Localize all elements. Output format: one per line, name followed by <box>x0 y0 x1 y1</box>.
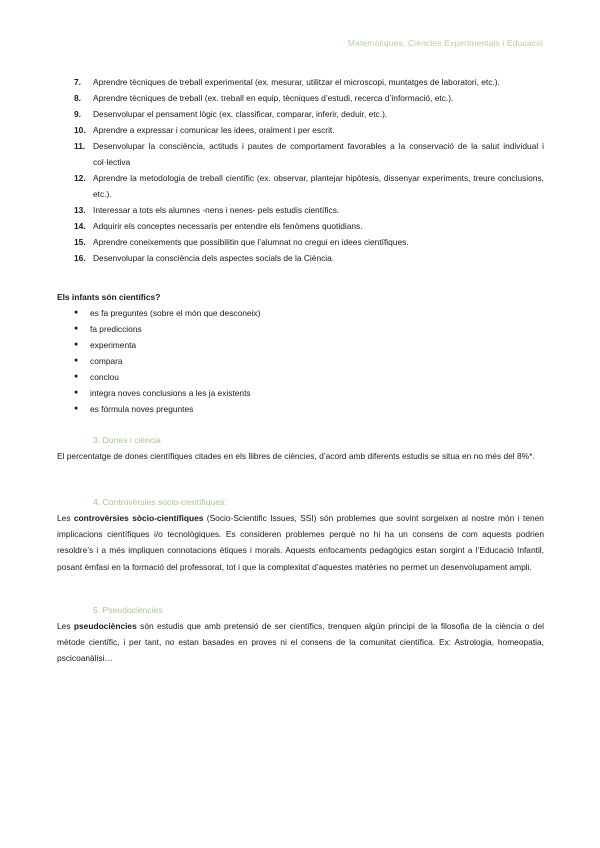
section-paragraph <box>57 510 544 575</box>
list-item <box>74 170 544 202</box>
key-term: controvèrsies sòcio-científiques <box>73 513 204 523</box>
list-item <box>74 234 544 250</box>
bullet-text: experimenta <box>90 340 137 350</box>
list-item <box>74 122 544 138</box>
section-heading: 5. Pseudociències <box>93 605 163 615</box>
item-number: 10. <box>74 125 86 135</box>
bullet-text: compara <box>90 356 123 366</box>
bullet-icon: ● <box>74 405 79 412</box>
bullet-item <box>57 305 544 321</box>
running-header: Matemàtiques, Ciències Experimentals i Educació <box>347 38 543 48</box>
list-item <box>74 106 544 122</box>
bullet-item <box>57 401 544 417</box>
item-text: Desenvolupar la consciència, actituds i pautes de comportament favorables a la conservació de la salut individual i col·lectiva <box>93 141 544 167</box>
list-item <box>74 202 544 218</box>
section-paragraph <box>57 618 544 667</box>
bullet-icon: ● <box>74 389 79 396</box>
bullet-text: es fa preguntes (sobre el món que desconeix) <box>90 308 261 318</box>
section-question: Els infants són científics? <box>57 292 161 302</box>
list-item <box>74 90 544 106</box>
section-socio-scientific <box>57 494 544 575</box>
bullet-text: integra noves conclusions a les ja existents <box>90 388 251 398</box>
item-number: 14. <box>74 221 86 231</box>
item-number: 16. <box>74 253 86 263</box>
bullet-icon: ● <box>74 341 79 348</box>
item-text: Aprendre la metodologia de treball científic (ex. observar, plantejar hipòtesis, dissenyar experiments, treure conclusions, etc.). <box>93 173 544 199</box>
scientists-section <box>57 289 544 417</box>
item-text: Aprendre tècniques de treball experimental (ex. mesurar, utilitzar el microscopi, muntatges de laboratori, etc.). <box>93 77 500 87</box>
bullet-icon: ● <box>74 357 79 364</box>
item-number: 15. <box>74 237 86 247</box>
section-paragraph: El percentatge de dones científiques citades en els llibres de ciències, d’acord amb diferents estudis se situa en no més del 8%*. <box>57 451 535 461</box>
item-number: 11. <box>74 141 86 151</box>
item-number: 12. <box>74 173 86 183</box>
bullet-icon: ● <box>74 325 79 332</box>
bullet-icon: ● <box>74 373 79 380</box>
item-number: 8. <box>74 93 81 103</box>
item-text: Interessar a tots els alumnes -nens i nenes- pels estudis científics. <box>93 205 340 215</box>
item-text: Desenvolupar la consciència dels aspectes socials de la Ciència. <box>93 253 335 263</box>
bullet-item <box>57 337 544 353</box>
bullet-item <box>57 385 544 401</box>
bullet-item <box>57 321 544 337</box>
section-women-science <box>57 432 544 464</box>
item-text: Aprendre tècniques de treball (ex. treball en equip, tècniques d’estudi, recerca d’informació, etc.). <box>93 93 454 103</box>
item-number: 7. <box>74 77 81 87</box>
bullet-text: es fórmula noves preguntes <box>90 404 194 414</box>
list-item <box>74 218 544 234</box>
bullet-text: fa prediccions <box>90 324 142 334</box>
list-item <box>74 138 544 170</box>
item-text: Adquirir els conceptes necessaris per entendre els fenòmens quotidians. <box>93 221 363 231</box>
item-text: Aprendre coneixements que possibilitin que l’alumnat no cregui en idees científiques. <box>93 237 409 247</box>
key-term: pseudociències <box>73 621 137 631</box>
list-item <box>74 250 544 266</box>
list-item <box>74 74 544 90</box>
bullet-list <box>57 305 544 417</box>
paragraph-body: (Socio-Scientific Issues, SSI) són problemes que sovint sorgeixen al nostre món i tenen implicacions científiques i/o tecnològiques. Es consideren problemes perquè no hi ha un consens de com aquests podrien resoldre’s i a més impliquen connotacions ètiques i morals. Aquests enfocaments pedagògics estan sorgint a l’Educació Infantil, posant èmfasi en la formació del professorat, tot i que la complexitat d’aquestes matèries no permet un desenvolupament ampli. <box>57 513 544 572</box>
section-pseudoscience <box>57 602 544 667</box>
bullet-icon: ● <box>74 309 79 316</box>
objectives-list <box>74 74 544 266</box>
bullet-text: conclou <box>90 372 119 382</box>
paragraph-body: són estudis que amb pretensió de ser científics, trenquen algún principi de la filosofia de la ciència o del mètode científic, i per tant, no estan basades en proves ni el consens de la comunitat científica. Ex: Astrologia, homeopatia, pscicoanàlisi… <box>57 621 544 664</box>
item-text: Desenvolupar el pensament lògic (ex. classificar, comparar, inferir, deduir, etc.). <box>93 109 388 119</box>
paragraph-lead: Les <box>57 621 74 631</box>
item-number: 13. <box>74 205 86 215</box>
bullet-item <box>57 369 544 385</box>
item-number: 9. <box>74 109 81 119</box>
bullet-item <box>57 353 544 369</box>
section-heading: 3. Dones i ciència <box>93 435 161 445</box>
item-text: Aprendre a expressar i comunicar les idees, oralment i per escrit. <box>93 125 335 135</box>
paragraph-lead: Les <box>57 513 74 523</box>
section-heading: 4. Controvèrsies socio-científiques: <box>93 497 227 507</box>
